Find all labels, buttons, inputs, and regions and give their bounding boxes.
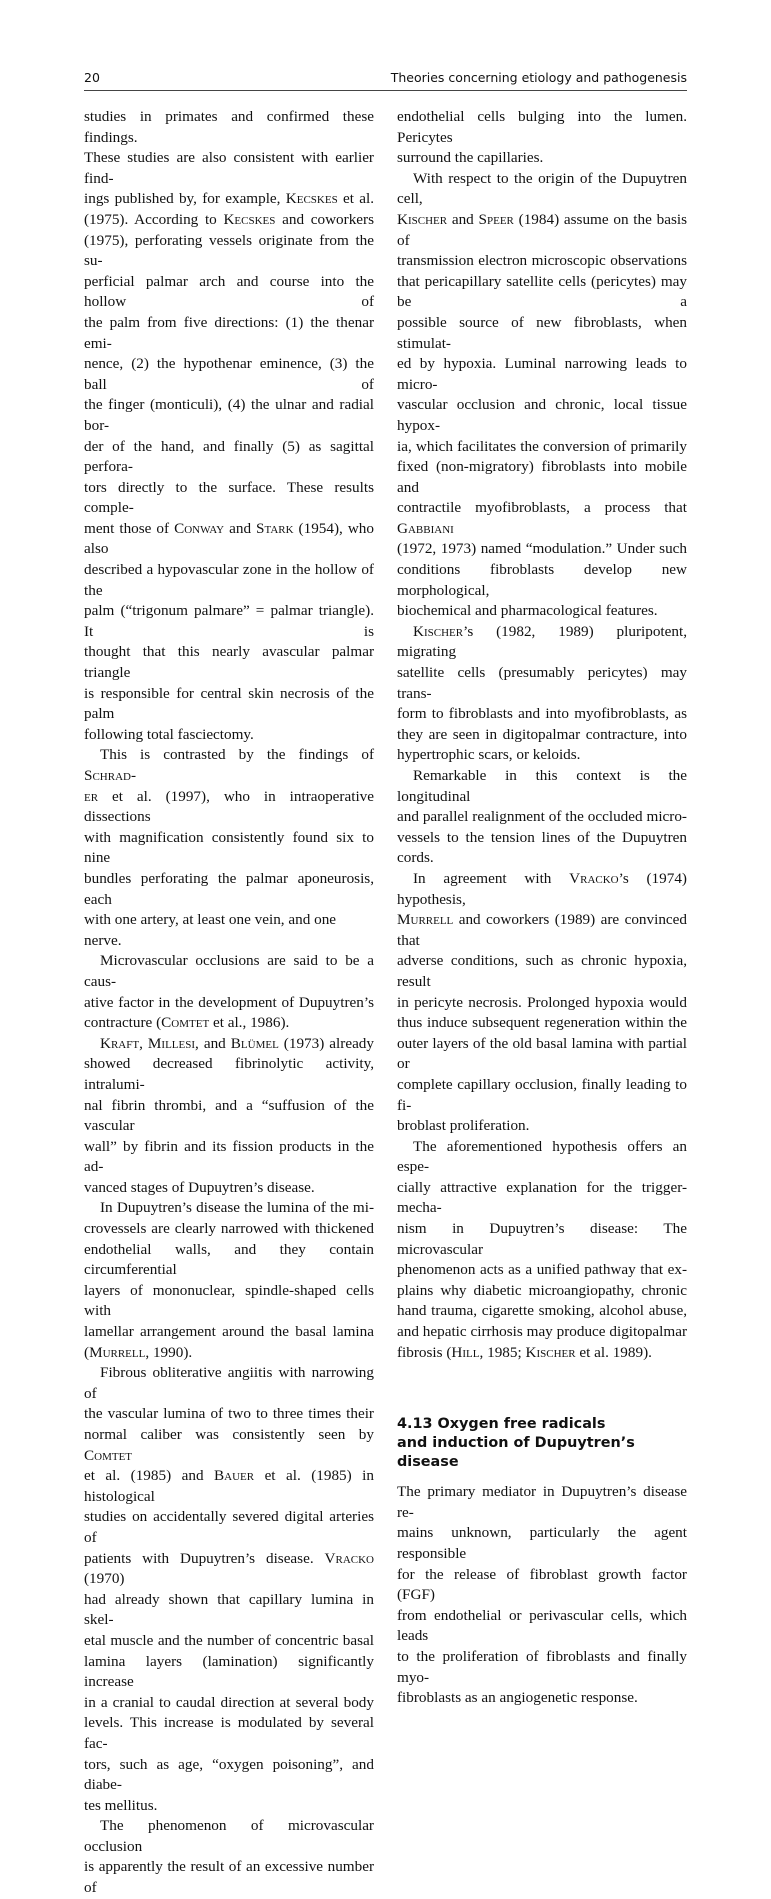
text-line: vascular occlusion and chronic, local tissue hypox-: [397, 396, 687, 434]
author-name: Gabbiani: [397, 519, 454, 537]
text-line: from endothelial or perivascular cells, which leads: [397, 1606, 687, 1645]
text-line: vessels to the tension lines of the Dupuytren: [397, 828, 687, 846]
section-heading-line-1: 4.13 Oxygen free radicals: [397, 1416, 606, 1433]
text-line: satellite cells (presumably pericytes) may trans-: [397, 664, 687, 702]
text-line: etal muscle and the number of concentric basal: [84, 1631, 374, 1649]
text-line: Remarkable in this context is the longitudinal: [397, 767, 687, 805]
text-line: Microvascular occlusions are said to be a caus-: [84, 952, 374, 990]
text-line: The phenomenon of microvascular occlusion: [84, 1817, 374, 1855]
text-line: ings published by, for example, Kecskes et al.: [84, 190, 374, 208]
author-name: Murrell: [397, 911, 454, 929]
text-line: der of the hand, and finally (5) as sagittal perfora-: [84, 437, 374, 476]
text-line: they are seen in digitopalmar contracture, into: [397, 725, 687, 743]
text-line: with magnification consistently found six to nine: [84, 828, 374, 867]
text-line: perficial palmar arch and course into the hollow of: [84, 272, 374, 311]
text-line: in a cranial to caudal direction at several body: [84, 1693, 374, 1711]
author-name: Conway: [174, 519, 225, 537]
text-line: ed by hypoxia. Luminal narrowing leads to micro-: [397, 355, 687, 393]
author-name: Kischer: [525, 1343, 576, 1361]
text-line: hand trauma, cigarette smoking, alcohol abuse,: [397, 1302, 687, 1320]
author-name: Kischer: [413, 622, 464, 640]
text-line: and parallel realignment of the occluded micro-: [397, 808, 687, 826]
text-line: hypertrophic scars, or keloids.: [397, 746, 581, 764]
author-name: Kecskes: [223, 210, 276, 228]
text-line: the vascular lumina of two to three times their: [84, 1405, 374, 1423]
text-line: complete capillary occlusion, finally leading to fi-: [397, 1075, 687, 1114]
author-name: Comtet: [84, 1446, 133, 1464]
text-line: surround the capillaries.: [397, 149, 544, 167]
right-column-body: [397, 107, 687, 1363]
text-line: lamina layers (lamination) significantly increase: [84, 1652, 374, 1691]
text-line: studies in primates and confirmed these findings.: [84, 108, 374, 146]
text-line: crovessels are clearly narrowed with thickened: [84, 1220, 374, 1238]
text-line: levels. This increase is modulated by several fac-: [84, 1714, 374, 1752]
author-name: Vracko: [569, 869, 619, 887]
author-name: Kraft: [100, 1034, 140, 1052]
text-line: and hepatic cirrhosis may produce digitopalmar: [397, 1323, 687, 1341]
author-name: Stark: [256, 519, 294, 537]
text-line: ment those of Conway and Stark (1954), who also: [84, 519, 374, 558]
author-name: Schrad-: [84, 767, 137, 784]
text-line: contracture (Comtet et al., 1986).: [84, 1014, 290, 1032]
text-line: The primary mediator in Dupuytren’s disease re-: [397, 1483, 687, 1521]
text-line: the palm from five directions: (1) the thenar emi-: [84, 313, 374, 352]
text-line: biochemical and pharmacological features.: [397, 602, 658, 620]
text-line: (1975), perforating vessels originate from the su-: [84, 231, 374, 270]
text-line: ia, which facilitates the conversion of primarily: [397, 437, 687, 455]
running-title: Theories concerning etiology and pathogenesis: [390, 70, 687, 85]
text-line: wall” by fibrin and its fission products in the ad-: [84, 1137, 374, 1176]
text-line: the finger (monticuli), (4) the ulnar and radial bor-: [84, 396, 374, 434]
text-line: nal fibrin thrombi, and a “suffusion of the vascular: [84, 1096, 374, 1135]
text-line: fibroblasts as an angiogenetic response.: [397, 1689, 638, 1707]
text-line: is apparently the result of an excessive number of: [84, 1858, 374, 1897]
author-name: er: [84, 787, 99, 805]
text-line: fibrosis (Hill, 1985; Kischer et al. 1989).: [397, 1343, 652, 1361]
page-number: 20: [84, 70, 100, 85]
text-line: These studies are also consistent with earlier find-: [84, 149, 374, 187]
text-line: This is contrasted by the findings of Schrad-: [84, 746, 374, 784]
author-name: Comtet: [161, 1014, 210, 1032]
text-line: following total fasciectomy.: [84, 725, 254, 743]
text-line: conditions fibroblasts develop new morphological,: [397, 561, 687, 599]
text-line: had already shown that capillary lumina in skel-: [84, 1590, 374, 1629]
text-line: Fibrous obliterative angiitis with narrowing of: [84, 1364, 374, 1402]
text-line: normal caliber was consistently seen by Comtet: [84, 1426, 374, 1464]
text-line: The aforementioned hypothesis offers an espe-: [397, 1137, 687, 1176]
text-line: plains why diabetic microangiopathy, chronic: [397, 1281, 687, 1299]
text-line: tors directly to the surface. These results comple-: [84, 478, 374, 517]
text-line: broblast proliferation.: [397, 1117, 530, 1135]
text-line: tors, such as age, “oxygen poisoning”, and diabe-: [84, 1755, 374, 1794]
text-line: layers of mononuclear, spindle-shaped cells with: [84, 1281, 374, 1320]
author-name: Vracko: [324, 1549, 374, 1567]
text-line: that pericapillary satellite cells (pericytes) may be a: [397, 272, 687, 311]
text-line: is responsible for central skin necrosis of the palm: [84, 684, 374, 723]
text-line: tes mellitus.: [84, 1796, 158, 1814]
text-line: With respect to the origin of the Dupuytren cell,: [397, 169, 687, 208]
section-heading-line-2: and induction of Dupuytren’s disease: [397, 1435, 635, 1471]
text-line: (1975). According to Kecskes and coworkers: [84, 210, 374, 228]
text-line: showed decreased fibrinolytic activity, intralumi-: [84, 1055, 374, 1093]
text-line: mains unknown, particularly the agent responsible: [397, 1524, 687, 1562]
right-column: [397, 107, 687, 1709]
text-line: lamellar arrangement around the basal lamina: [84, 1323, 374, 1341]
text-line: thus induce subsequent regeneration within the: [397, 1014, 687, 1032]
running-header: [84, 70, 687, 90]
text-line: to the proliferation of fibroblasts and finally myo-: [397, 1647, 687, 1686]
author-name: Millesi: [147, 1034, 196, 1052]
text-line: Kischer and Speer (1984) assume on the basis of: [397, 210, 687, 249]
text-line: outer layers of the old basal lamina with partial or: [397, 1034, 687, 1073]
text-line: bundles perforating the palmar aponeurosis, each: [84, 869, 374, 908]
text-line: for the release of fibroblast growth factor (FGF): [397, 1565, 687, 1604]
text-line: form to fibroblasts and into myofibroblasts, as: [397, 705, 687, 723]
text-line: ative factor in the development of Dupuytren’s: [84, 993, 374, 1011]
author-name: Blümel: [230, 1034, 279, 1052]
text-line: contractile myofibroblasts, a process that Gabbiani: [397, 499, 687, 537]
text-line: In agreement with Vracko’s (1974) hypothesis,: [397, 869, 687, 908]
text-line: phenomenon acts as a unified pathway that ex-: [397, 1261, 687, 1279]
text-line: thought that this nearly avascular palmar triangle: [84, 643, 374, 682]
text-line: fixed (non-migratory) fibroblasts into mobile and: [397, 458, 687, 496]
text-line: endothelial cells bulging into the lumen. Pericytes: [397, 108, 687, 146]
author-name: Murrell: [89, 1343, 146, 1361]
text-line: with one artery, at least one vein, and one nerve.: [84, 911, 337, 949]
author-name: Hill: [451, 1343, 480, 1361]
text-line: endothelial walls, and they contain circumferential: [84, 1240, 374, 1279]
text-line: in pericyte necrosis. Prolonged hypoxia would: [397, 993, 687, 1011]
author-name: Bauer: [214, 1467, 255, 1485]
text-line: Kischer’s (1982, 1989) pluripotent, migrating: [397, 622, 687, 661]
text-line: et al. (1985) and Bauer et al. (1985) in histological: [84, 1467, 374, 1505]
text-line: nism in Dupuytren’s disease: The microvascular: [397, 1220, 687, 1258]
text-line: patients with Dupuytren’s disease. Vracko (1970): [84, 1549, 374, 1588]
text-line: cords.: [397, 849, 434, 867]
header-rule: [84, 90, 687, 91]
author-name: Kecskes: [285, 190, 338, 208]
text-line: described a hypovascular zone in the hollow of the: [84, 561, 374, 599]
text-line: (Murrell, 1990).: [84, 1343, 193, 1361]
text-line: (1972, 1973) named “modulation.” Under such: [397, 540, 687, 558]
text-line: Kraft, Millesi, and Blümel (1973) already: [100, 1034, 374, 1052]
section-heading: [397, 1415, 687, 1472]
author-name: Speer: [478, 210, 514, 228]
text-line: palm (“trigonum palmare” = palmar triangle). It is: [84, 602, 374, 640]
section-body: [397, 1482, 687, 1709]
text-line: cially attractive explanation for the trigger-mecha-: [397, 1178, 687, 1217]
left-column: [84, 107, 374, 1899]
text-line: transmission electron microscopic observations: [397, 252, 687, 270]
text-line: adverse conditions, such as chronic hypoxia, result: [397, 952, 687, 990]
text-line: studies on accidentally severed digital arteries of: [84, 1508, 374, 1546]
text-line: In Dupuytren’s disease the lumina of the mi-: [100, 1199, 374, 1217]
author-name: Kischer: [397, 210, 448, 228]
text-line: er et al. (1997), who in intraoperative dissections: [84, 787, 374, 826]
text-line: nence, (2) the hypothenar eminence, (3) the ball of: [84, 355, 374, 393]
text-line: possible source of new fibroblasts, when stimulat-: [397, 313, 687, 352]
text-line: Murrell and coworkers (1989) are convinced that: [397, 911, 687, 949]
text-line: vanced stages of Dupuytren’s disease.: [84, 1178, 315, 1196]
